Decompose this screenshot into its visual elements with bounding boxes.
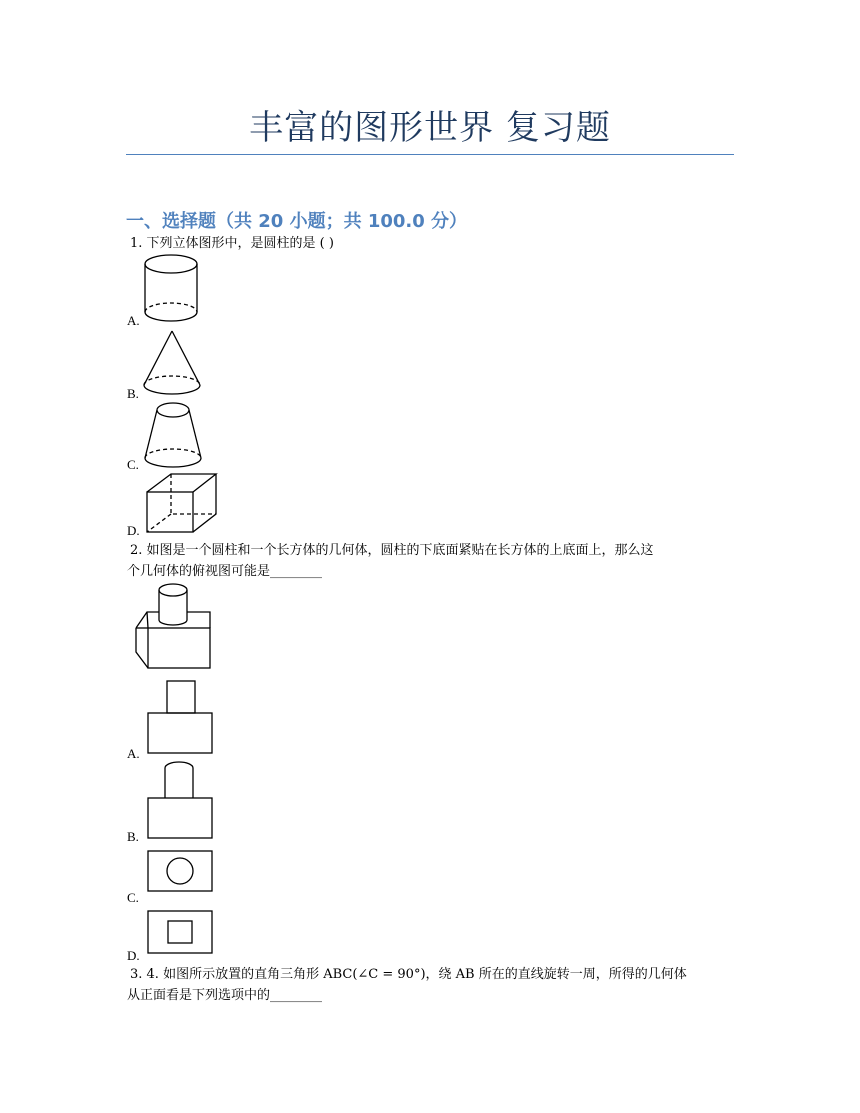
question-1-text: 1. 下列立体图形中，是圆柱的是 ( ) bbox=[130, 236, 334, 251]
q2-option-d-figure bbox=[147, 910, 215, 956]
q2-option-c-label[interactable]: C. bbox=[127, 890, 139, 905]
title-divider bbox=[126, 154, 734, 155]
q1-option-d-label[interactable]: D. bbox=[127, 523, 140, 538]
q1-option-c-frustum-figure bbox=[143, 400, 203, 470]
q2-main-figure bbox=[133, 582, 213, 670]
question-3-text-line1: 3. 4. 如图所示放置的直角三角形 ABC(∠C = 90°)，绕 AB 所在的直线旋转一周，所得的几何体 bbox=[130, 967, 687, 982]
q1-option-c-label[interactable]: C. bbox=[127, 457, 139, 472]
q1-option-a-cylinder-figure bbox=[144, 254, 200, 326]
question-3-text-line2: 从正面看是下列选项中的________ bbox=[127, 988, 323, 1003]
q2-option-b-label[interactable]: B. bbox=[127, 829, 139, 844]
q1-option-b-cone-figure bbox=[142, 330, 202, 396]
page-title: 丰富的图形世界 复习题 bbox=[249, 108, 611, 148]
q1-option-a-label[interactable]: A. bbox=[127, 313, 140, 328]
q2-option-a-figure bbox=[147, 680, 215, 756]
q1-option-d-cuboid-figure bbox=[146, 472, 218, 534]
question-2-text-line1: 2. 如图是一个圆柱和一个长方体的几何体，圆柱的下底面紧贴在长方体的上底面上，那么这 bbox=[130, 543, 654, 558]
q2-option-a-label[interactable]: A. bbox=[127, 746, 140, 761]
q2-option-c-figure bbox=[147, 850, 215, 894]
q1-option-b-label[interactable]: B. bbox=[127, 386, 139, 401]
section-heading: 一、选择题（共 20 小题；共 100.0 分） bbox=[126, 211, 468, 232]
question-2-text-line2: 个几何体的俯视图可能是________ bbox=[127, 564, 323, 579]
q2-option-d-label[interactable]: D. bbox=[127, 948, 140, 963]
q2-option-b-figure bbox=[147, 760, 215, 842]
